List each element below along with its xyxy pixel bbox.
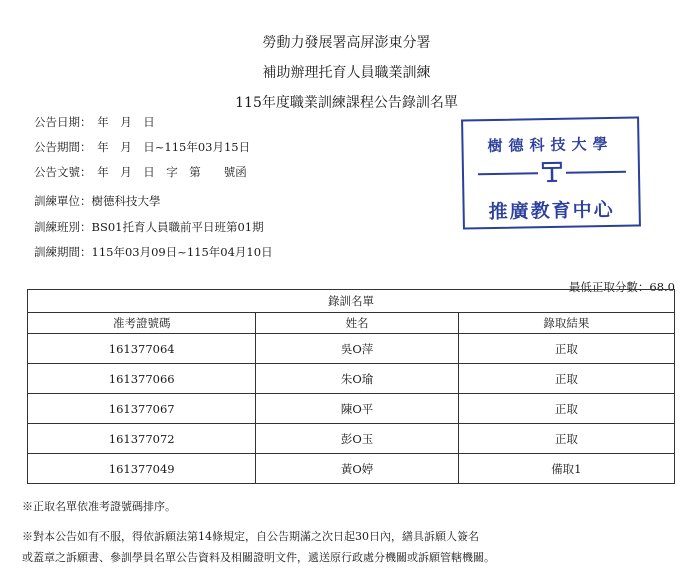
column-header-exam-id: 准考證號碼	[28, 313, 256, 334]
table-row	[28, 454, 675, 484]
admission-table	[27, 289, 675, 484]
table-row	[28, 424, 675, 454]
exam-id-cell: 161377049	[28, 454, 256, 484]
name-cell: 吳O萍	[256, 334, 458, 364]
table-caption: 錄訓名單	[28, 290, 675, 313]
exam-id-cell: 161377072	[28, 424, 256, 454]
result-cell: 正取	[458, 334, 674, 364]
sort-note: ※正取名單依准考證號碼排序。	[22, 500, 176, 513]
table-row	[28, 334, 675, 364]
official-stamp	[461, 116, 641, 229]
exam-id-cell: 161377066	[28, 364, 256, 394]
program-title: 補助辦理托育人員職業訓練	[262, 65, 431, 81]
name-cell: 陳O平	[256, 394, 458, 424]
training-class: 訓練班別：BS01托育人員職前平日班第01期	[34, 220, 264, 234]
exam-id-cell: 161377067	[28, 394, 256, 424]
table-row	[28, 364, 675, 394]
name-cell: 彭O玉	[256, 424, 458, 454]
column-header-result: 錄取結果	[458, 313, 674, 334]
announcement-doc-no: 公告文號： 年 月 日 字 第 號函	[34, 165, 247, 179]
name-cell: 朱O瑜	[256, 364, 458, 394]
stamp-divider-right	[566, 171, 626, 174]
minimum-score: 最低正取分數：68.0	[568, 280, 675, 294]
result-cell: 正取	[458, 394, 674, 424]
name-cell: 黃O婷	[256, 454, 458, 484]
announcement-period: 公告期間： 年 月 日~115年03月15日	[34, 140, 251, 154]
result-cell: 備取1	[458, 454, 674, 484]
exam-id-cell: 161377064	[28, 334, 256, 364]
appeal-note-line1: ※對本公告如有不服，得依訴願法第14條規定，自公告期滿之次日起30日內，繕具訴願人簽名	[22, 530, 479, 543]
column-header-name: 姓名	[256, 313, 458, 334]
stamp-bottom-text: 推廣教育中心	[488, 198, 615, 224]
university-logo-icon	[540, 160, 564, 184]
result-cell: 正取	[458, 424, 674, 454]
training-unit: 訓練單位：樹德科技大學	[34, 194, 161, 208]
stamp-top-text: 樹德科技大學	[487, 134, 614, 156]
document-title: 115年度職業訓練課程公告錄訓名單	[235, 95, 458, 111]
stamp-divider-left	[478, 172, 538, 175]
training-period: 訓練期間：115年03月09日~115年04月10日	[34, 245, 273, 259]
table-row	[28, 394, 675, 424]
agency-title: 勞動力發展署高屏澎東分署	[262, 35, 431, 51]
appeal-note-line2: 或蓋章之訴願書、參訓學員名單公告資料及相關證明文件，遞送原行政處分機關或訴願管轄機關。	[22, 551, 495, 564]
announcement-date: 公告日期： 年 月 日	[34, 115, 155, 129]
result-cell: 正取	[458, 364, 674, 394]
